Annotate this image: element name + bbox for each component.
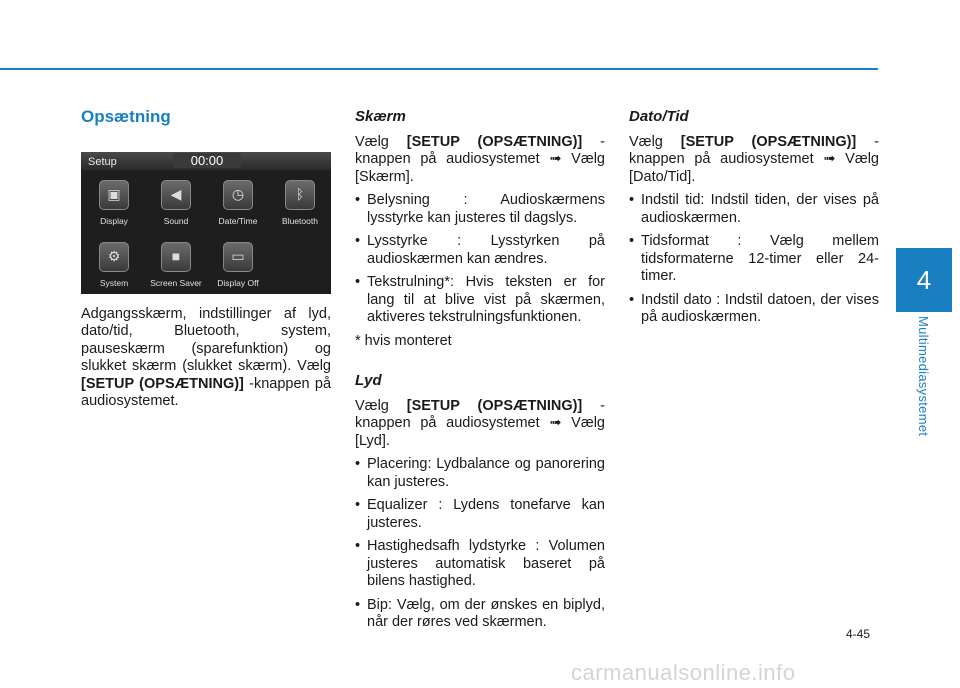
tile-label: Display [100,215,128,226]
screen-title: Setup [88,155,117,168]
tile-label: Sound [163,215,189,226]
tile-date-time [208,180,268,226]
screen-status-bar [81,152,331,170]
list-item: • Tidsformat : Vælg mellem tidsformaterne 12-timer eller 24-timer. [629,233,879,286]
lyd-list [355,456,605,632]
tile-sound [146,180,206,226]
clock-icon: ◷ [223,180,253,210]
button-reference: [SETUP (OPSÆTNING)] [680,133,857,150]
chapter-number: 4 [916,264,932,295]
dato-tid-list [629,192,879,327]
button-reference: [SETUP (OPSÆTNING)] [81,375,244,392]
tile-label: Screen Saver [150,277,202,288]
column-2 [355,108,605,638]
sound-icon: ◀ [161,180,191,210]
gear-icon: ⚙ [99,242,129,272]
list-item: • Belysning : Audioskærmens lysstyrke kan justeres til dagslys. [355,192,605,227]
setup-screen-image [81,152,331,294]
list-item: • Indstil dato : Indstil datoen, der vises på audioskærmen. [629,292,879,327]
column-3 [629,108,879,333]
tile-screen-saver [146,242,206,288]
tile-label: System [99,277,129,288]
footnote: * hvis monteret [355,332,452,349]
page-number: 4-45 [846,627,871,641]
button-reference: [SETUP (OPSÆTNING)] [406,133,583,150]
list-item: • Hastighedsafh lydstyrke : Volumen justeres automatisk baseret på bilens hastighed. [355,538,605,591]
tile-bluetooth [270,180,330,226]
dato-tid-intro: Vælg [SETUP (OPSÆTNING)] -knappen på audiosystemet ➟ Vælg [Dato/Tid]. [629,133,879,185]
chapter-label: Multimediasystemet [916,316,931,437]
tile-label: Date/Time [218,215,258,226]
section-title: Opsætning [81,107,171,126]
lyd-intro: Vælg [SETUP (OPSÆTNING)] -knappen på audiosystemet ➟ Vælg [Lyd]. [355,397,605,449]
sub-title-dato-tid: Dato/Tid [629,108,689,125]
intro-paragraph: Adgangsskærm, indstillinger af lyd, dato/tid, Bluetooth, system, pauseskærm (sparefunktion) og slukket skærm (slukket skærm). Vælg [SETUP (OPSÆTNING)] -knappen på audiosystemet. [81,305,332,409]
sub-title-skaerm: Skærm [355,108,406,125]
list-item: • Bip: Vælg, om der ønskes en biplyd, når der røres ved skærmen. [355,597,605,632]
tile-system [84,242,144,288]
display-icon: ▣ [99,180,129,210]
list-item: • Indstil tid: Indstil tiden, der vises på audioskærmen. [629,192,879,227]
skaerm-list [355,192,605,327]
button-reference: [SETUP (OPSÆTNING)] [406,397,583,414]
column-1 [81,108,331,417]
top-rule [0,68,878,70]
list-item: • Placering: Lydbalance og panorering kan justeres. [355,456,605,491]
tile-label: Bluetooth [282,215,318,226]
chapter-tab [896,248,952,312]
skaerm-intro: Vælg [SETUP (OPSÆTNING)] -knappen på audiosystemet ➟ Vælg [Skærm]. [355,133,605,185]
tile-display-off [208,242,268,288]
list-item: • Tekstrulning*: Hvis teksten er for lang til at blive vist på skærmen, aktiveres tekstrulningsfunktionen. [355,274,605,327]
sub-title-lyd: Lyd [355,372,382,389]
screen-clock: 00:00 [173,153,241,168]
bluetooth-icon: ᛒ [285,180,315,210]
list-item: • Lysstyrke : Lysstyrken på audioskærmen kan ændres. [355,233,605,268]
list-item: • Equalizer : Lydens tonefarve kan justeres. [355,497,605,532]
tile-display [84,180,144,226]
display-off-icon: ▭ [223,242,253,272]
watermark: carmanualsonline.info [571,660,796,685]
tile-label: Display Off [217,277,259,288]
screen-saver-icon: ■ [161,242,191,272]
